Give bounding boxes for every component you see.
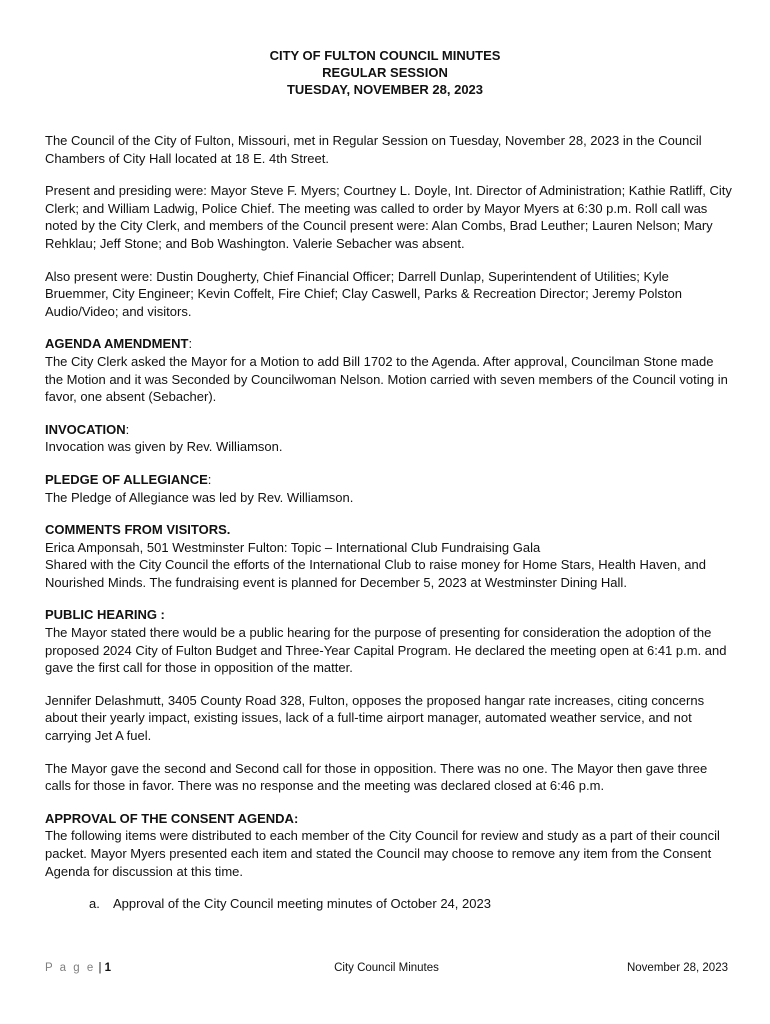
heading-colon: : — [207, 471, 212, 487]
footer-page-number: 1 — [104, 962, 112, 974]
header-session: REGULAR SESSION — [322, 65, 448, 80]
section-heading-line — [45, 335, 735, 353]
heading-colon: : — [125, 421, 130, 437]
invocation-text: Invocation was given by Rev. Williamson. — [45, 439, 283, 455]
public-hearing-testimony: Jennifer Delashmutt, 3405 County Road 328, Fulton, opposes the proposed hangar rate increases, citing concerns about their yearly impact, existing issues, lack of a full-time airport manager, automated weather service, and not carrying Jet A fuel. — [45, 692, 705, 744]
pledge-section — [45, 471, 735, 506]
public-hearing-heading: PUBLIC HEARING : — [45, 607, 165, 623]
also-present-paragraph: Also present were: Dustin Dougherty, Chief Financial Officer; Darrell Dunlap, Superintendent of Utilities; Kyle Bruemmer, City Engineer; Kevin Coffelt, Fire Chief; Clay Caswell, Parks & Recreation Director; Jeremy Polston Audio/Video; and visitors. — [45, 268, 682, 319]
agenda-amendment-section — [45, 335, 735, 405]
comments-text: Shared with the City Council the efforts of the International Club to raise money for Home Stars, Health Haven, and Nourished Minds. The fundraising event is planned for December 5, 2023 at Westminster Dining Hall. — [45, 557, 706, 590]
footer-date: November 28, 2023 — [626, 962, 728, 974]
present-paragraph: Present and presiding were: Mayor Steve F. Myers; Courtney L. Doyle, Int. Director of Administration; Kathie Ratliff, City Clerk; and William Ladwig, Police Chief. The meeting was called to order by Mayor Myers at 6:30 p.m. Roll call was noted by the City Clerk, and members of the Council present were: Alan Combs, Brad Leuther; Lauren Nelson; Mary Rehklau; Jeff Stone; and Bob Washington. Valerie Sebacher was absent. — [45, 183, 732, 251]
comments-heading: COMMENTS FROM VISITORS. — [45, 522, 231, 538]
comments-visitor-line: Erica Amponsah, 501 Westminster Fulton: Topic – International Club Fundraising Gala — [45, 539, 541, 555]
consent-agenda-item — [89, 895, 735, 913]
consent-agenda-heading: APPROVAL OF THE CONSENT AGENDA: — [45, 810, 299, 826]
header-title: CITY OF FULTON COUNCIL MINUTES — [269, 48, 501, 63]
public-hearing-closing: The Mayor gave the second and Second call for those in opposition. There was no one. The Mayor then gave three calls for those in favor. There was no response and the meeting was declared closed at 6:46 p.m. — [45, 760, 708, 794]
header-date: TUESDAY, NOVEMBER 28, 2023 — [286, 82, 484, 97]
pledge-text: The Pledge of Allegiance was led by Rev. Williamson. — [45, 489, 354, 505]
intro-paragraph: The Council of the City of Fulton, Missouri, met in Regular Session on Tuesday, November 28, 2023 in the Council Chambers of City Hall located at 18 E. 4th Street. — [45, 133, 702, 166]
document-body — [45, 132, 735, 913]
public-hearing-section — [45, 606, 735, 676]
item-text: Approval of the City Council meeting minutes of October 24, 2023 — [113, 896, 491, 912]
section-heading-line — [45, 471, 735, 489]
section-heading-line — [45, 421, 735, 439]
comments-section — [45, 521, 735, 591]
footer-page-label: P a g e — [45, 962, 96, 974]
pledge-heading: PLEDGE OF ALLEGIANCE — [45, 471, 208, 487]
invocation-section — [45, 421, 735, 456]
agenda-amendment-heading: AGENDA AMENDMENT — [45, 336, 189, 352]
public-hearing-text: The Mayor stated there would be a public hearing for the purpose of presenting for consideration the adoption of the proposed 2024 City of Fulton Budget and Three-Year Capital Program. He declared the meeting open at 6:41 p.m. and gave the first call for those in opposition of the matter. — [45, 625, 727, 676]
heading-colon: : — [188, 336, 193, 352]
consent-agenda-section — [45, 810, 735, 880]
agenda-amendment-text: The City Clerk asked the Mayor for a Motion to add Bill 1702 to the Agenda. After approval, Councilman Stone made the Motion and it was Seconded by Councilwoman Nelson. Motion carried with seven members of the Council voting in favor, one absent (Sebacher). — [45, 353, 728, 405]
item-marker: a. — [89, 896, 100, 912]
footer-document-title: City Council Minutes — [334, 962, 439, 974]
document-header — [0, 47, 770, 98]
consent-agenda-text: The following items were distributed to each member of the City Council for review and study as a part of their council packet. Mayor Myers presented each item and stated the Council may choose to remove any item from the Consent Agenda for discussion at this time. — [45, 828, 720, 879]
invocation-heading: INVOCATION — [45, 421, 126, 437]
footer-separator: | — [95, 962, 105, 974]
